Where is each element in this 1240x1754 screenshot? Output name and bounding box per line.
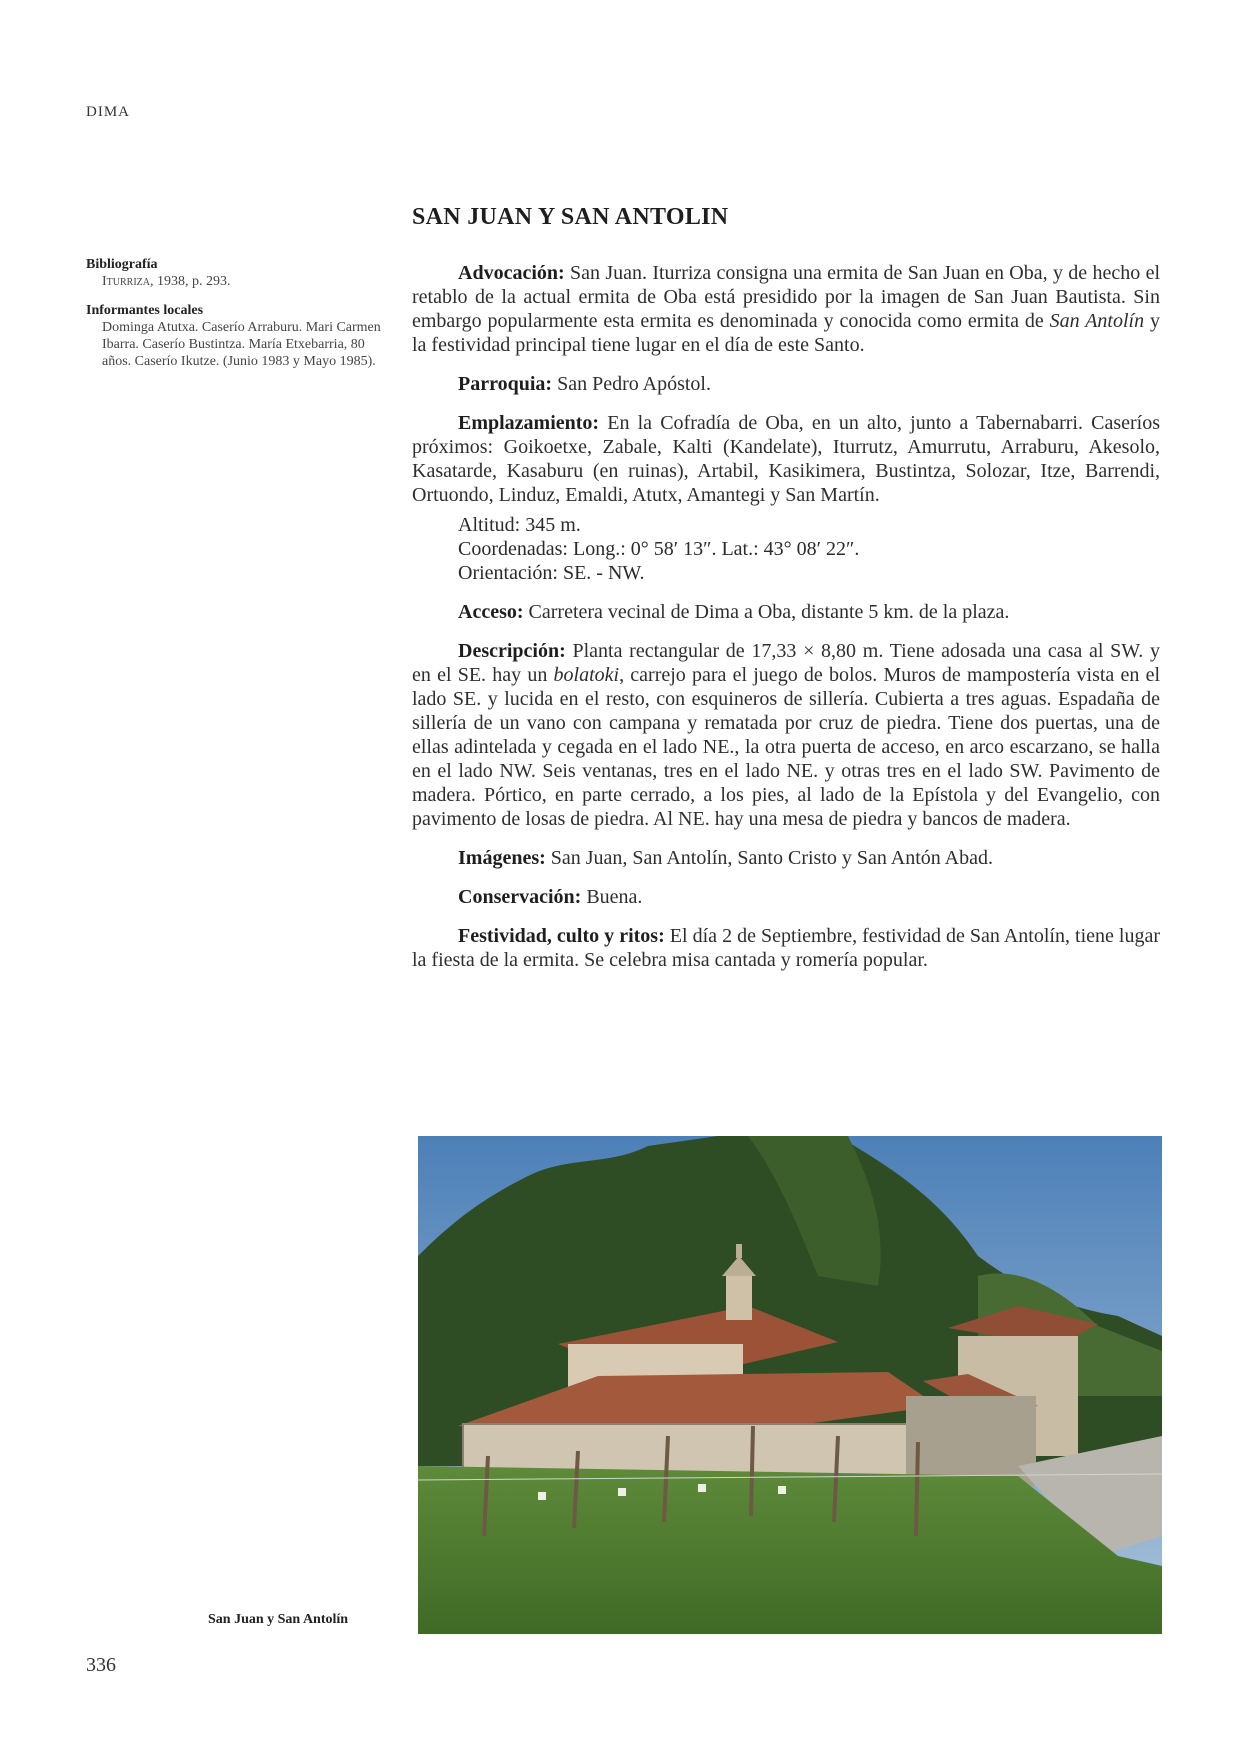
- parroquia-paragraph: [412, 372, 1160, 396]
- location-details: [412, 513, 1160, 585]
- acceso-label: Acceso:: [458, 601, 524, 623]
- imagenes-label: Imágenes:: [458, 847, 546, 869]
- hermitage-photo: [418, 1136, 1162, 1634]
- parroquia-label: Parroquia:: [458, 373, 553, 395]
- coordenadas: Coordenadas: Long.: 0° 58′ 13″. Lat.: 43° 08′ 22″.: [458, 538, 860, 560]
- sidebar: [86, 256, 386, 382]
- descripcion-text-2: , carrejo para el juego de bolos. Muros de mampostería vista en el lado SE. y lucida en el resto, con esquineros de sillería. Cubierta a tres aguas. Espadaña de sillería de un vano con campana y rematada por cruz de piedra. Tiene dos puertas, una de ellas adintelada y cegada en el lado NE., la otra puerta de acceso, en arco escarzano, se halla en el lado NW. Seis ventanas, tres en el lado NE. y otras tres en el lado SW. Pavimento de madera. Pórtico, en parte cerrado, a los pies, al lado de la Epístola y del Evangelio, con pavimento de losas de piedra. Al NE. hay una mesa de piedra y bancos de madera.: [412, 664, 1161, 830]
- bibliografia-author: Iturriza: [102, 274, 150, 289]
- informantes-block: [86, 302, 386, 370]
- article-title: SAN JUAN Y SAN ANTOLIN: [412, 204, 729, 230]
- advocacion-text-1: San Juan. Iturriza consigna una ermita de San Juan en Oba, y de hecho el retablo de la actual ermita de Oba está presidido por la imagen de San Juan Bautista. Sin embargo popularmente esta ermita es denominada y conocida como ermita de: [412, 262, 1160, 332]
- advocacion-italic: San Antolín: [1049, 310, 1145, 332]
- conservacion-label: Conservación:: [458, 886, 582, 908]
- acceso-text: Carretera vecinal de Dima a Oba, distante 5 km. de la plaza.: [528, 601, 1010, 623]
- page-number: 336: [86, 1654, 116, 1676]
- bibliografia-text: [86, 273, 386, 290]
- acceso-paragraph: [412, 600, 1160, 624]
- imagenes-text: San Juan, San Antolín, Santo Cristo y San Antón Abad.: [550, 847, 994, 869]
- festividad-paragraph: [412, 924, 1160, 972]
- photo-caption: San Juan y San Antolín: [208, 1612, 349, 1627]
- emplazamiento-label: Emplazamiento:: [458, 412, 600, 434]
- imagenes-paragraph: [412, 846, 1160, 870]
- advocacion-paragraph: [412, 261, 1160, 357]
- conservacion-text: Buena.: [586, 886, 643, 908]
- emplazamiento-text: En la Cofradía de Oba, en un alto, junto a Tabernabarri. Caseríos próximos: Goikoetxe, Zabale, Kalti (Kandelate), Iturrutz, Amurrutu, Arraburu, Akesolo, Kasatarde, Kasaburu (en ruinas), Artabil, Kasikimera, Bustintza, Solozar, Itze, Barrendi, Ortuondo, Linduz, Emaldi, Atutx, Amantegi y San Martín.: [412, 412, 1160, 506]
- running-head: DIMA: [86, 104, 130, 120]
- festividad-text: El día 2 de Septiembre, festividad de San Antolín, tiene lugar la fiesta de la ermita. Se celebra misa cantada y romería popular.: [412, 925, 1161, 971]
- advocacion-label: Advocación:: [458, 262, 565, 284]
- descripcion-italic: bolatoki: [553, 664, 620, 686]
- emplazamiento-paragraph: [412, 411, 1160, 507]
- conservacion-paragraph: [412, 885, 1160, 909]
- bibliografia-block: [86, 256, 386, 290]
- parroquia-text: San Pedro Apóstol.: [557, 373, 711, 395]
- bibliografia-reference: , 1938, p. 293.: [150, 274, 231, 289]
- informantes-text: Dominga Atutxa. Caserío Arraburu. Mari Carmen Ibarra. Caserío Bustintza. María Etxebarria, 80 años. Caserío Ikutze. (Junio 1983 y Mayo 1985).: [102, 320, 381, 369]
- bibliografia-label: Bibliografía: [86, 257, 158, 272]
- altitud: Altitud: 345 m.: [458, 514, 581, 536]
- descripcion-label: Descripción:: [458, 640, 566, 662]
- festividad-label: Festividad, culto y ritos:: [458, 925, 665, 947]
- descripcion-paragraph: [412, 639, 1160, 831]
- orientacion: Orientación: SE. - NW.: [458, 562, 645, 584]
- informantes-label: Informantes locales: [86, 303, 204, 318]
- descripcion-text-1: Planta rectangular de 17,33 × 8,80 m. Tiene adosada una casa al SW. y en el SE. hay un: [412, 640, 1160, 686]
- advocacion-text-2: y la festividad principal tiene lugar en el día de este Santo.: [412, 310, 1161, 356]
- main-article: [412, 204, 1160, 987]
